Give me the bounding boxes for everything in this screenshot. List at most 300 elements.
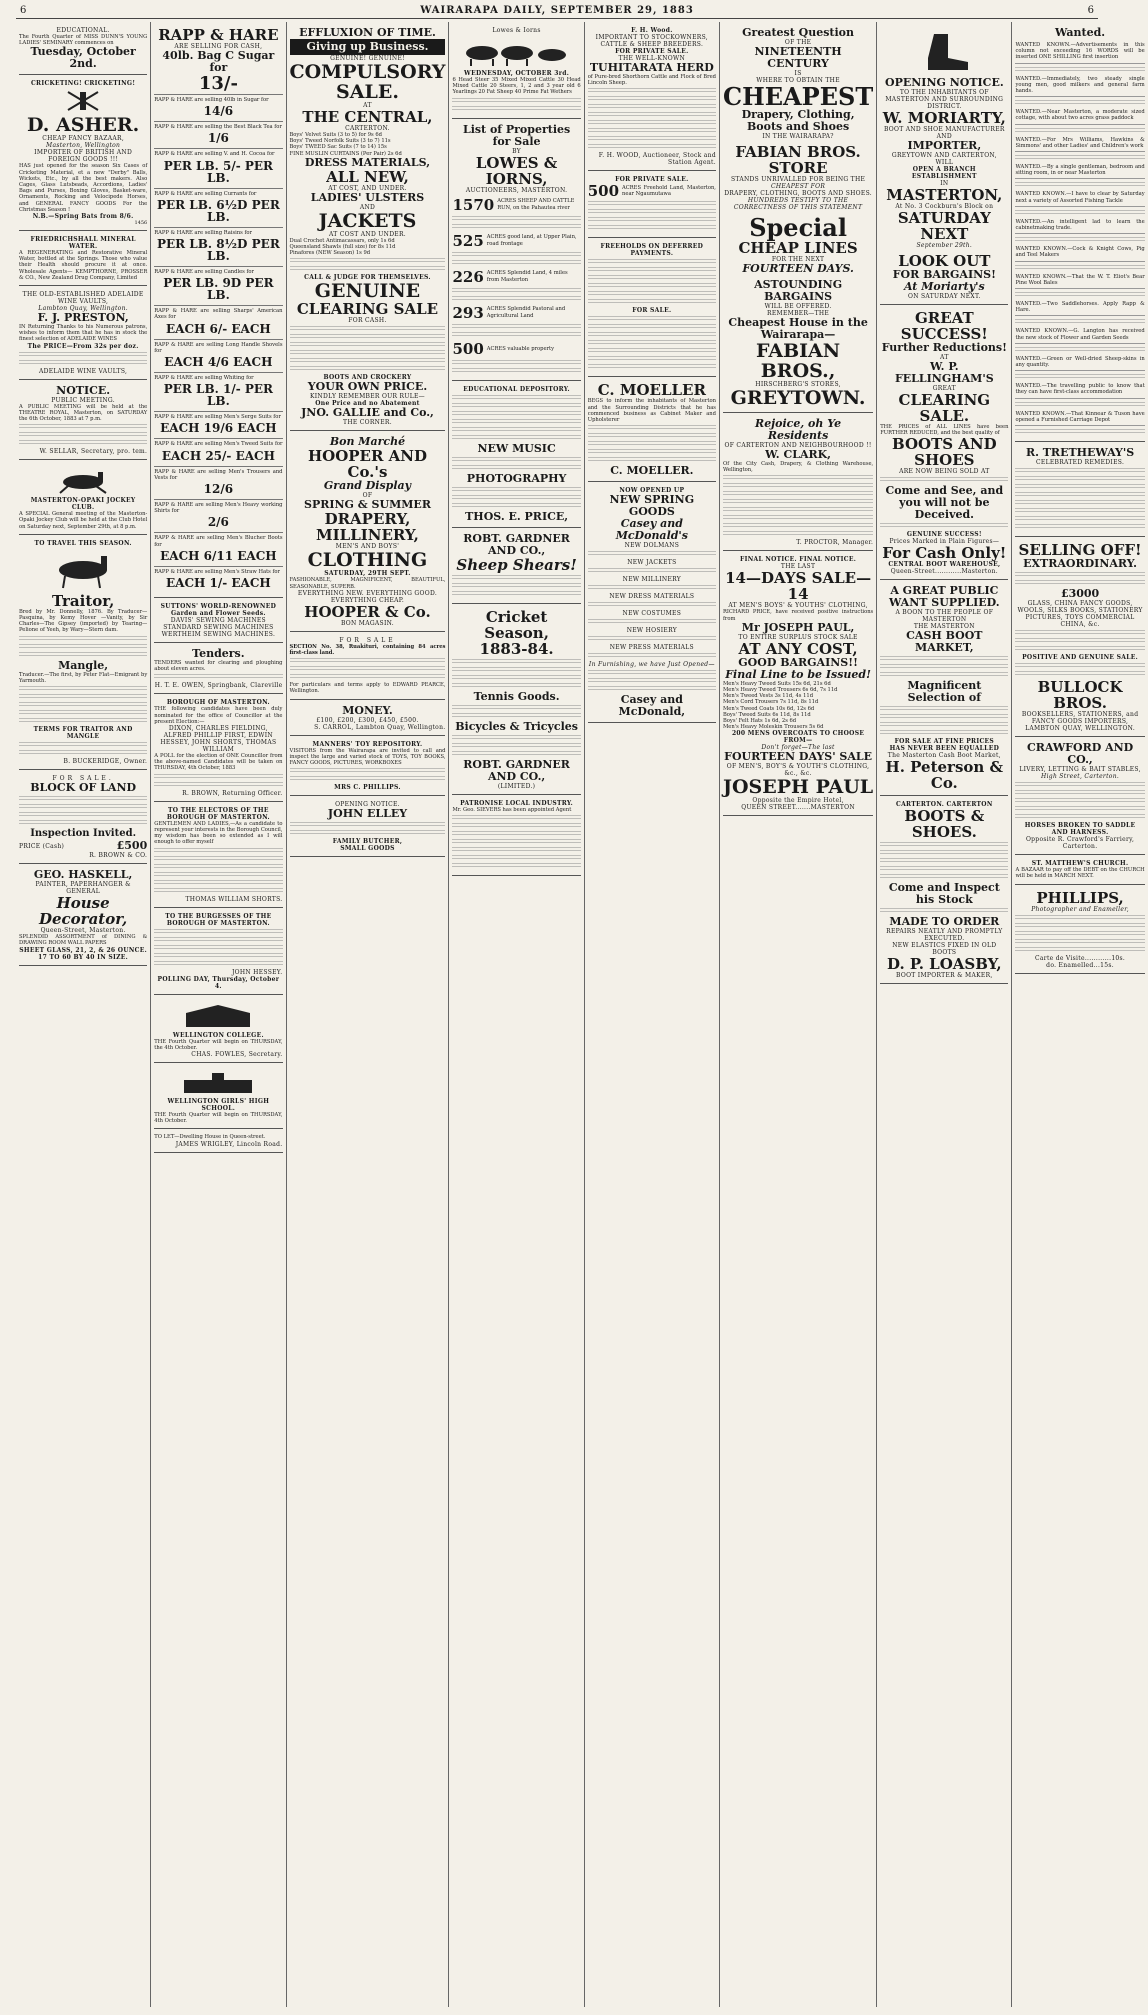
ad-fabian	[723, 24, 873, 413]
price-line: Dual Crochet Antimacassars, only 1s 6d	[289, 237, 395, 244]
property-description: ACRES good land, at Upper Plain, road frontage	[486, 234, 577, 247]
price-line: Queensland Shawls (full size) for 8s 11d	[289, 244, 396, 251]
ad-sievers	[452, 797, 580, 876]
clothing-price-line: Men's Heavy Tweed Suits 15s 6d, 21s 6d	[722, 680, 831, 687]
price-line: Carte de Visite............10s.	[1035, 954, 1126, 962]
horse-name: Traitor,	[51, 591, 115, 610]
ad-signature: JAMES WRIGLEY, Lincoln Road.	[175, 1140, 283, 1148]
item-price: PER LB. 9D PER LB.	[163, 276, 274, 303]
property-description: ACRES valuable property	[486, 345, 555, 352]
ad-preston	[19, 288, 147, 380]
ad-subheading: OF MEN'S, BOY'S & YOUTH'S CLOTHING, &c., &c.	[726, 763, 870, 778]
item-description: RAPP & HARE are selling 40lb in Sugar for	[154, 97, 269, 103]
ad-subheading: OF CARTERTON AND NEIGHBOURHOOD !!	[724, 442, 872, 449]
item-description: RAPP & HARE are selling Currants for	[154, 190, 257, 197]
ad-subheading: A BOON TO THE PEOPLE OF MASTERTON	[895, 609, 994, 624]
ad-signature: F. H. WOOD, Auctioneer, Stock and Station Agent.	[598, 152, 716, 167]
column-5	[585, 22, 720, 2007]
acreage: 226	[452, 267, 484, 286]
ad-heading: A GREAT PUBLIC WANT SUPPLIED.	[889, 584, 1000, 610]
ad-footer: Opposite R. Crawford's Farriery, Carterton.	[1025, 836, 1135, 851]
ad-connector: FOR THE NEXT	[771, 256, 825, 263]
ad-body: GENTLEMEN AND LADIES,—As a candidate to represent your interests in the Borough Council, my wisdom has been so extended as I will enough to offer myself	[154, 820, 283, 846]
ad-heading: PATRONISE LOCAL INDUSTRY.	[460, 799, 574, 807]
ad-lowes-iorns-stock	[452, 24, 580, 119]
ad-subheading: PUBLIC MEETING.	[51, 396, 115, 404]
page-number-right: 6	[1087, 5, 1094, 16]
ad-heading: SPRING & SUMMER	[304, 498, 431, 512]
column-3	[287, 22, 450, 2007]
ad-connector: GREAT	[932, 385, 956, 392]
ad-cricket-season	[452, 606, 580, 795]
advertiser-name: R. TRETHEWAY'S	[1025, 446, 1135, 460]
candidate-list: DIXON, CHARLES FIELDING, ALFRED PHILLIP FIRST, EDWIN HESSEY, JOHN SHORTS, THOMAS WILLIAM	[160, 725, 277, 754]
ad-title: BOOTS & SHOES.	[904, 807, 985, 842]
ad-subheading: TERMS FOR TRAITOR AND MANGLE	[33, 726, 133, 741]
ad-heading: At Moriarty's	[903, 280, 985, 293]
ad-heading: CLOTHING	[307, 549, 428, 572]
ad-title: SALE.	[336, 81, 399, 103]
advertiser-name: JNO. GALLIE and Co.,	[301, 406, 434, 420]
column-4	[449, 22, 584, 2007]
columns	[16, 22, 1145, 2007]
price-lines	[290, 238, 446, 257]
advertiser-name: CASH BOOT MARKET,	[906, 629, 983, 655]
new-goods-item: NEW COSTUMES	[622, 610, 682, 618]
item-description: RAPP & HARE are selling Men's Serge Suits for	[154, 414, 281, 421]
ad-section-sale	[290, 634, 446, 700]
advertiser-name: W. MORIARTY,	[882, 109, 1006, 127]
ad-note: CALL & JUDGE FOR THEMSELVES.	[304, 274, 431, 282]
ad-title: TUHITARATA HERD	[589, 61, 714, 74]
ad-clark	[723, 415, 873, 551]
advertiser-name: THOS. E. PRICE,	[465, 509, 569, 523]
wanted-item: WANTED KNOWN.—Advertisements in this column not exceeding 16 WORDS will be inserted ONE SHILLING first insertion	[1015, 42, 1144, 64]
ad-place: Queen-Street, Masterton.	[40, 927, 126, 935]
ad-body: THE Fourth Quarter will begin on THURSDAY, 4th October.	[154, 1111, 283, 1125]
ad-body: A POLL for the election of ONE Councillor from the above-named Candidates will be taken on THURSDAY, 4th October, 1883	[154, 753, 283, 772]
ad-heading: Lowes & Iorns	[492, 27, 541, 34]
ad-heading: FREEHOLDS ON DEFERRED PAYMENTS.	[600, 243, 704, 258]
price-line: Boys' Tweed Norfolk Suits (3 to 7) 11s	[289, 138, 391, 145]
ad-heading: WELLINGTON COLLEGE.	[172, 1031, 264, 1039]
property-item	[452, 197, 580, 213]
ad-heading: F. H. Wood.	[631, 27, 673, 34]
ad-moriarty	[880, 24, 1008, 305]
ad-footer: ADELAIDE WINE VAULTS,	[38, 367, 128, 375]
clothing-price-line: Men's Tweed Vests 3s 11d, 4s 11d	[722, 693, 814, 700]
item-description: RAPP & HARE are selling Raisins for	[154, 229, 252, 236]
advertiser-name: ROBT. GARDNER AND CO.,	[463, 757, 570, 783]
item-description: RAPP & HARE are selling the Best Black Tea for	[154, 124, 282, 131]
ad-body: Traducer.—The first, by Peter Flat—Emigrant by Yarmouth.	[19, 671, 148, 684]
ad-wellington-college	[154, 997, 282, 1063]
ad-note: In Furnishing, we have Just Opened—	[588, 661, 715, 669]
ad-heading: GOOD BARGAINS!!	[738, 655, 858, 669]
item-description: RAPP & HARE are selling Men's Trousers and Vests for	[154, 468, 283, 481]
advertiser-subtitle: HIRSCHBERG'S STORES,	[755, 381, 841, 388]
ad-date: WEDNESDAY, OCTOBER 3rd.	[464, 70, 570, 77]
ad-heading: Magnificent Selection of	[907, 679, 982, 705]
item-price: PER LB. 6½D PER LB.	[156, 197, 280, 224]
ad-subheading: FOR PRIVATE SALE.	[615, 48, 689, 55]
ad-heading: TO THE BURGESSES OF THE BOROUGH OF MASTERTON.	[165, 912, 272, 927]
wanted-item: WANTED KNOWN.—G. Langton has received the new stock of Flower and Garden Seeds	[1015, 328, 1144, 343]
column-2	[151, 22, 286, 2007]
advertiser-place: Opposite the Empire Hotel,	[752, 797, 844, 805]
ad-subheading: BOOTS AND CROCKERY	[323, 374, 412, 382]
advertiser-subtitle: CELEBRATED REMEDIES.	[1036, 459, 1125, 467]
ad-note: KINDLY REMEMBER OUR RULE—	[309, 393, 425, 401]
ad-heading: FINAL NOTICE. FINAL NOTICE.	[740, 556, 857, 564]
advertiser-tagline: IMPORTER OF BRITISH AND FOREIGN GOODS !!!	[34, 149, 133, 164]
advertiser-name: HOOPER AND Co.'s	[307, 447, 428, 482]
ad-note: Don't forget—The last	[761, 744, 835, 752]
ad-signature: T. PROCTOR, Manager.	[796, 539, 874, 547]
advertiser-name: PHILLIPS,	[1036, 888, 1124, 907]
ad-heading: NOW OPENED UP	[619, 487, 685, 495]
ad-st-matthews	[1015, 857, 1144, 884]
advertiser-place: GREYTOWN.	[730, 387, 866, 409]
ad-heading: MONEY.	[342, 703, 393, 717]
ad-friedrichshall	[19, 233, 147, 286]
wanted-list	[1015, 42, 1144, 435]
clothing-price-line: Boys' Felt Hats 1s 6d, 2s 6d	[722, 718, 797, 725]
ad-heading: OPENING NOTICE.	[335, 801, 400, 809]
property-item	[452, 341, 580, 357]
new-goods-item: NEW HOSIERY	[626, 627, 677, 635]
ad-public-meeting	[19, 382, 147, 461]
ad-subheading: REPAIRS NEATLY AND PROMPTLY EXECUTED.	[886, 928, 1003, 943]
ad-signature: MRS C. PHILLIPS.	[334, 784, 401, 792]
ad-title: 1883-84.	[479, 639, 554, 658]
advertiser-name: D. ASHER.	[26, 114, 140, 137]
item-price: PER LB. 1/- PER LB.	[163, 382, 274, 409]
ad-subheading: ON SATURDAY NEXT.	[908, 293, 981, 300]
ad-connector: THE MASTERTON	[913, 623, 975, 631]
ad-suttons	[154, 600, 282, 643]
ad-heading: BOROUGH OF MASTERTON.	[166, 699, 270, 707]
ad-body: A BAZAAR to pay off the DEBT on the CHURCH will be held in MARCH NEXT.	[1015, 867, 1145, 880]
property-description: ACRES SHEEP AND CATTLE RUN, on the Pahautea river	[497, 198, 575, 211]
wanted-item: WANTED KNOWN.—Cock & Knight Cows, Pig and Teel Makers	[1015, 246, 1144, 261]
property-description: ACRES Splendid Land, 4 miles from Masterton	[486, 270, 568, 283]
ad-elley	[290, 798, 446, 857]
ad-body: VISITORS from the Wairarapa are invited to call and inspect the large and varied stock of TOYS, TOY BOOKS, FANCY GOODS, PICTURES, WORKBOXES	[289, 747, 446, 767]
acreage: 525	[452, 231, 484, 250]
ad-connector: OF	[362, 492, 373, 500]
racehorse-illustration	[48, 468, 118, 494]
rapp-hare-item	[154, 188, 282, 227]
ad-body: of Pure-bred Shorthorn Cattle and Flock of Bred Lincoln Sheep.	[587, 74, 716, 87]
ad-heading: TO THE ELECTORS OF THE BOROUGH OF MASTERTON.	[166, 806, 270, 821]
rapp-hare-item	[154, 466, 282, 499]
ad-subheading: NEW MUSIC	[477, 441, 556, 455]
ad-loasby	[880, 798, 1008, 984]
item-price: EACH 19/6 EACH	[160, 421, 277, 436]
ad-heading: DRAPERY,	[324, 510, 411, 529]
advertiser-name: ROBT. GARDNER AND CO.,	[463, 531, 570, 557]
wanted-item: WANTED KNOWN.—That the W. T. Eliot's Bear Pine Wool Bales	[1015, 274, 1144, 289]
page-number-left: 6	[20, 5, 27, 16]
ad-heading: Grand Display	[323, 479, 412, 493]
clothing-price-line: Men's Cord Trousers 7s 11d, 8s 11d	[722, 699, 819, 706]
ad-lowes-iorns-properties	[452, 121, 580, 381]
ad-subheading: GENUINE SUCCESS!	[906, 531, 982, 539]
advertiser-subtitle: AUCTIONEERS, MASTERTON.	[465, 186, 568, 194]
ad-subheading: POSITIVE AND GENUINE SALE.	[1022, 654, 1139, 662]
ad-body: Of the City Cash, Drapery, & Clothing Warehouse, Wellington,	[722, 461, 874, 474]
column-1	[16, 22, 151, 2007]
column-6	[720, 22, 877, 2007]
ad-subheading: FOR SALE.	[632, 307, 672, 315]
ad-bullock	[1015, 539, 1144, 737]
ad-to-let	[154, 1131, 282, 1152]
ad-signature: R. BROWN, Returning Officer.	[182, 789, 283, 797]
ad-signature: Casey and McDonald,	[618, 693, 686, 719]
rapp-hare-item	[154, 438, 282, 465]
item-description: RAPP & HARE are selling V. and H. Cocoa for	[154, 151, 275, 158]
ad-heading: List of Properties for Sale	[462, 122, 571, 148]
item-price: EACH 25/- EACH	[161, 448, 275, 463]
ad-body: TO LET—Dwelling House in Queen-street.	[154, 1134, 266, 1141]
ad-heading: TO TRAVEL THIS SEASON.	[34, 539, 132, 547]
ad-heading: CRICKETING! CRICKETING!	[30, 80, 136, 88]
ad-heading: Come and Inspect his Stock	[888, 881, 1000, 907]
advertiser-place: THE CORNER.	[343, 419, 392, 427]
ad-heading: Bon Marché	[329, 435, 406, 449]
ad-signature: H. T. E. OWEN, Springbank, Clareville	[154, 682, 283, 690]
item-description: RAPP & HARE are selling Sharps' American Axes for	[154, 308, 283, 321]
item-price: EACH 4/6 EACH	[164, 355, 273, 370]
ad-body: Mr. Geo. SIEVERS has been appointed Agent	[452, 806, 572, 813]
clothing-price-line: Men's Heavy Tweed Trousers 6s 6d, 7s 11d	[722, 687, 838, 694]
advertiser-place: QUEEN STREET.......MASTERTON	[741, 804, 855, 812]
advertiser-name: JOHN ELLEY	[327, 807, 408, 821]
price-value: £500	[116, 839, 148, 853]
price-label: PRICE (Cash)	[19, 842, 65, 850]
ad-title: Cricket Season,	[484, 607, 549, 642]
ad-body: HUNDREDS TESTIFY TO THE CORRECTNESS OF THIS STATEMENT	[733, 197, 863, 211]
advertiser-subtitle: BON MAGASIN.	[340, 619, 395, 627]
ad-body: THE PRICES of ALL LINES have been FURTHER REDUCED, and the best quality of	[880, 424, 1009, 437]
ad-body: GLASS, CHINA FANCY GOODS, WOOLS, SILKS BOOKS, STATIONERY PICTURES, TOYS COMMERCIAL CHINA, &c.	[1017, 600, 1143, 629]
ad-body: EVERYTHING NEW. EVERYTHING GOOD. EVERYTHING CHEAP.	[297, 589, 438, 604]
item-price: 2/6	[207, 515, 229, 530]
ad-body: CHEAPEST FOR	[770, 183, 826, 190]
advertiser-name: C. MOELLER	[597, 381, 706, 400]
ad-private-sale	[588, 173, 716, 238]
ad-title: COMPULSORY	[289, 61, 446, 83]
rapp-hare-item	[154, 94, 282, 121]
ad-title: CHEAP LINES	[738, 239, 858, 257]
item-price: 14/6	[203, 104, 234, 119]
ad-item: 40lb. Bag C Sugar for	[162, 49, 275, 74]
ad-connector: AT	[363, 102, 372, 109]
advertiser-name: W. CLARK,	[765, 448, 832, 461]
clothing-price-list	[723, 681, 873, 731]
ad-heading: ST. MATTHEW'S CHURCH.	[1031, 860, 1129, 868]
item-price: PER LB. 5/- PER LB.	[163, 158, 274, 185]
wanted-item: WANTED.—An intelligent lad to learn the cabinetmaking trade.	[1015, 219, 1144, 234]
ad-price: The PRICE—From 32s per doz.	[27, 342, 139, 350]
advertiser-name: JOSEPH PAUL	[722, 776, 874, 799]
stallion-illustration	[43, 550, 123, 590]
ad-title: GREAT SUCCESS!	[900, 309, 988, 343]
ad-connector: AND	[359, 203, 376, 211]
rapp-hare-item	[154, 499, 282, 532]
new-goods-item: NEW DOLMANS	[624, 542, 680, 550]
ad-body: TENDERS wanted for clearing and ploughing about eleven acres.	[154, 660, 283, 673]
ad-subheading: ARE NOW BEING SOLD AT	[899, 468, 990, 476]
ad-heading: ALL NEW,	[326, 167, 409, 186]
ad-subheading: REMEMBER—THE	[767, 310, 830, 317]
ad-place: Lambton Quay, Wellington.	[38, 305, 128, 313]
ad-gardner-shears	[452, 530, 580, 604]
wanted-item: WANTED.—By a single gentleman, bedroom and sitting room, in or near Masterton	[1015, 164, 1144, 179]
page-title: WAIRARAPA DAILY, SEPTEMBER 29, 1883	[420, 5, 694, 16]
rapp-hare-item	[154, 266, 282, 305]
ad-tuhitarata	[588, 24, 716, 171]
ad-heading: CARTERTON. CARTERTON	[896, 801, 993, 809]
ad-subheading: IMPORTANT TO STOCKOWNERS, CATTLE & SHEEP BREEDERS.	[595, 34, 709, 48]
ad-tretheway	[1015, 444, 1144, 537]
ad-subheading: NEW ELASTICS FIXED IN OLD BOOTS	[892, 942, 997, 957]
item-description: RAPP & HARE are selling Whiting for	[154, 375, 254, 382]
ad-footer: The Masterton Cash Boot Market,	[887, 752, 1001, 760]
ad-heading: MADE TO ORDER	[889, 915, 1000, 929]
advertiser-subtitle: ARE SELLING FOR CASH,	[174, 43, 263, 50]
advertiser-place: Masterton, Wellington	[46, 142, 121, 150]
ad-title: 14—DAYS SALE—14	[725, 569, 872, 604]
ad-title: GENUINE	[314, 280, 421, 303]
new-goods-item: NEW JACKETS	[627, 559, 677, 567]
ad-girls-school	[154, 1065, 282, 1129]
stock-value: £3000	[1060, 587, 1100, 601]
ad-body: A SPECIAL General meeting of the Masterton-Opaki Jockey Club will be held at the Club Hotel on Saturday next, September 29th, at 8 p.m.	[19, 511, 148, 530]
section-heading: Wanted.	[1055, 26, 1106, 39]
price-line: FINE MUSLIN CURTAINS (Per Pair) 2s 6d	[289, 150, 402, 157]
advertiser-subtitle: PAINTER, PAPERHANGER & GENERAL	[35, 881, 131, 896]
ad-title: For Cash Only!	[882, 544, 1007, 563]
ad-traitor	[19, 537, 147, 770]
wanted-item: WANTED KNOWN.—That Kinnear & Tuson have opened a Furnished Carriage Depot	[1015, 411, 1144, 426]
ad-heading: Greatest Question	[742, 26, 855, 39]
price-line: do. Enamelled...15s.	[1046, 961, 1114, 969]
ad-money	[290, 702, 446, 736]
ad-signature: THOMAS WILLIAM SHORTS.	[185, 895, 283, 903]
ad-banner: Giving up Business.	[290, 39, 446, 55]
ad-subheading: HORSES BROKEN TO SADDLE AND HARNESS.	[1024, 822, 1136, 837]
ad-subheading: AT MEN'S BOYS' & YOUTHS' CLOTHING,	[728, 602, 868, 610]
ad-joseph-paul	[723, 553, 873, 816]
ad-subheading: WILL BE OFFERED.	[764, 303, 832, 310]
rapp-hare-item	[154, 148, 282, 187]
ad-heading: MILLINERY,	[316, 526, 419, 545]
ad-subheading: SMALL GOODS	[340, 845, 395, 853]
ad-heading: FRIEDRICHSHALL MINERAL WATER.	[30, 236, 136, 251]
ad-date: September 29th.	[916, 242, 973, 249]
ad-heading: Further Reductions!	[881, 341, 1007, 354]
ad-heading: FOURTEEN DAYS' SALE	[724, 750, 873, 764]
ad-central-sale	[290, 24, 446, 431]
new-goods-list	[588, 542, 716, 659]
ad-date: SATURDAY, 29TH SEPT.	[324, 570, 411, 578]
advertiser-name: HOOPER & Co.	[304, 602, 431, 621]
ad-tenders	[154, 645, 282, 694]
ad-manners	[290, 738, 446, 797]
ad-heading: EFFLUXION OF TIME.	[299, 26, 436, 39]
ad-heading: FOR SALE	[339, 636, 396, 644]
store-name: THE CENTRAL,	[302, 108, 433, 126]
advertiser-name: FABIAN BROS. STORE	[735, 143, 861, 177]
advertiser-subtitle: CHEAP FANCY BAZAAR,	[42, 135, 125, 143]
advertiser-name: GEO. HASKELL,	[33, 868, 133, 882]
ad-body: THE following candidates have been duly nominated for the office of Councillor at the present Election:—	[154, 706, 283, 725]
ad-title: BLOCK OF LAND	[30, 781, 137, 795]
ad-heading: Cheapest House in the Wairarapa—	[728, 316, 868, 341]
ad-title: Sheep Shears!	[456, 555, 577, 574]
ad-title: MASTERTON,	[886, 186, 1003, 204]
ad-body: A PUBLIC MEETING will be held at the THEATRE ROYAL, Masterton, on SATURDAY the 6th October, 1883 at 7 p.m.	[19, 403, 148, 423]
ad-wanted-column	[1015, 24, 1144, 442]
ad-title: LOOK OUT	[898, 252, 991, 270]
acreage: 500	[587, 182, 620, 201]
ad-burgesses	[154, 910, 282, 995]
ad-title: BOOTS AND SHOES	[891, 435, 997, 470]
advertiser-name: CENTRAL BOOT WAREHOUSE,	[888, 561, 1001, 569]
advertiser-name: Mr JOSEPH PAUL,	[741, 620, 855, 634]
ad-subheading: PHOTOGRAPHY	[466, 471, 567, 485]
ad-heading: Rejoice, oh Ye Residents	[755, 417, 842, 442]
ad-subheading: Inspection Invited.	[30, 828, 137, 840]
ad-title: NEW SPRING GOODS	[609, 493, 695, 519]
livestock-illustration	[457, 37, 577, 67]
ad-heading: ASTOUNDING BARGAINS	[754, 278, 843, 303]
ad-title: Special	[749, 213, 847, 242]
ad-connector: IS	[794, 70, 802, 77]
ad-rapp-hare	[154, 24, 282, 598]
ad-title: CLEARING SALE.	[898, 391, 991, 425]
ad-subheading: HAS NEVER BEEN EQUALLED	[889, 745, 1000, 753]
advertiser-subtitle: BOOT AND SHOE MANUFACTURER AND	[883, 126, 1005, 140]
advertiser-name: Casey and McDonald's	[615, 517, 688, 543]
ad-heading: THE OLD-ESTABLISHED ADELAIDE WINE VAULTS,	[22, 291, 144, 306]
ad-body: A REGENERATING and Restorative Mineral Water, bottled at the Springs. Those who value their Health should procure it at once. Wholesale Agents— KEMPTHORNE, PROSSER & CO., New Zealand Drug Company, Limited	[19, 250, 148, 281]
item-price: EACH 6/- EACH	[165, 321, 271, 336]
item-description: RAPP & HARE are selling Men's Heavy working Shirts for	[154, 502, 283, 515]
advertiser-place: GREYTOWN AND CARTERTON,	[891, 152, 997, 159]
item-price: 12/6	[203, 482, 234, 497]
ad-subheading: FOR SALE AT FINE PRICES	[894, 738, 995, 746]
ad-signature: W. SELLAR, Secretary, pro. tem.	[39, 448, 148, 456]
wanted-item: WANTED.—The travelling public to know that they can have first-class accommodation	[1015, 383, 1144, 398]
wanted-item: WANTED.—For Mrs Williams, Hawkins & Simmons' and other Ladies' and Children's work	[1015, 137, 1144, 152]
advertiser-place: High Street, Carterton.	[1041, 773, 1120, 781]
advertiser-name: F. J. PRESTON,	[37, 311, 129, 325]
ad-title: CLEARING SALE	[296, 300, 439, 319]
ad-price: 13/-	[198, 73, 238, 94]
advertiser-subtitle: LIVERY, LETTING & BAIT STABLES,	[1019, 766, 1141, 774]
item-description: RAPP & HARE are selling Men's Blucher Boots for	[154, 535, 283, 548]
item-description: RAPP & HARE are selling Long Handle Shovels for	[154, 341, 283, 354]
ad-body: RICHARD PRICE, have received positive instructions from	[722, 609, 874, 622]
ad-note: SHEET GLASS, 21, 2, & 26 OUNCE. 17 TO 60 BY 40 IN SIZE.	[19, 946, 147, 961]
ad-body: DRAPERY, CLOTHING, BOOTS AND SHOES.	[724, 190, 872, 197]
ad-title: YOUR OWN PRICE.	[307, 380, 428, 394]
ad-heading: JACKETS	[318, 209, 417, 232]
ad-heading: Tenders.	[192, 647, 245, 661]
